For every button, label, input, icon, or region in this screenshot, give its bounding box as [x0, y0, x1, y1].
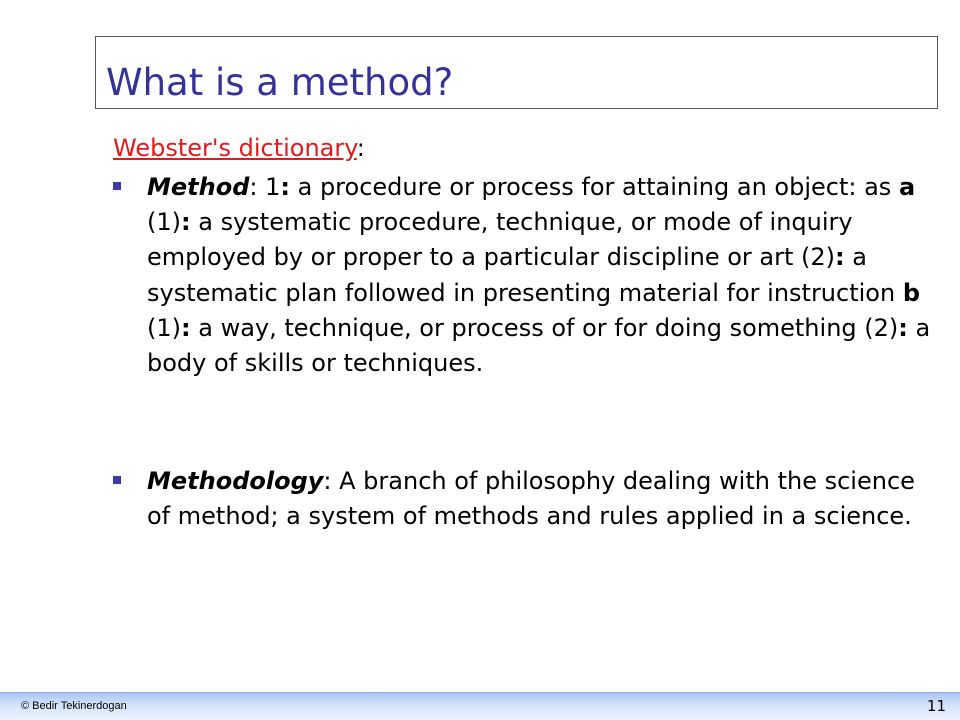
- copyright-text: © Bedir Tekinerdogan: [21, 700, 127, 712]
- text-segment: a systematic procedure, technique, or mode of inquiry employed by or proper to a particular discipline or art (2): [147, 208, 853, 272]
- square-bullet-icon: [113, 476, 121, 484]
- bullet-text-method: [147, 170, 933, 381]
- text-segment: :: [835, 243, 845, 272]
- text-segment: : 1: [249, 173, 281, 201]
- text-segment: a procedure or process for attaining an object: as: [289, 173, 899, 201]
- text-segment: (1): [147, 208, 181, 237]
- source-line: [113, 131, 365, 165]
- square-bullet-icon: [113, 182, 121, 190]
- title-box: [95, 36, 938, 109]
- text-segment: b: [902, 278, 920, 307]
- text-segment: : A branch of philosophy dealing with the science of method; a system of methods and rules applied in a science.: [147, 467, 915, 531]
- text-segment: :: [181, 313, 191, 342]
- source-link[interactable]: Webster's dictionary: [113, 134, 357, 162]
- term-method: Method: [147, 173, 250, 201]
- bullet-item-method: [113, 170, 933, 381]
- footer-bar: [0, 692, 960, 720]
- source-suffix: :: [356, 134, 365, 162]
- bullet-item-methodology: [113, 464, 933, 534]
- text-segment: :: [898, 313, 908, 342]
- text-segment: a: [898, 173, 916, 201]
- text-segment: a body of skills or techniques.: [147, 313, 931, 378]
- text-segment: a systematic plan followed in presenting material for instruction: [147, 243, 903, 307]
- page-number: 11: [926, 697, 946, 715]
- text-segment: :: [181, 208, 191, 237]
- term-methodology: Methodology: [147, 467, 324, 495]
- text-segment: (1): [147, 313, 181, 342]
- bullet-text-methodology: [147, 464, 933, 534]
- text-segment: a way, technique, or process of or for doing something (2): [190, 313, 899, 342]
- slide-title: What is a method?: [106, 61, 454, 104]
- text-segment: :: [280, 173, 290, 201]
